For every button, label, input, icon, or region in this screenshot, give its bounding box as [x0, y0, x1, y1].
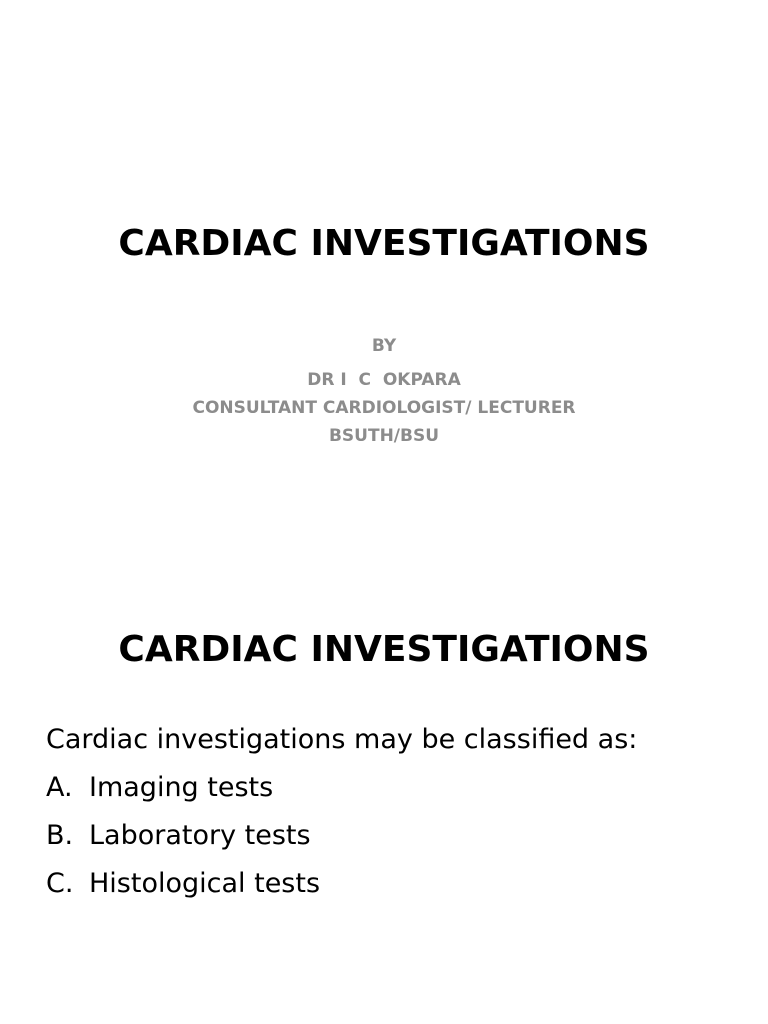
list-item — [46, 812, 736, 860]
subtitle-by: BY — [371, 336, 397, 356]
list-item — [46, 764, 736, 812]
body-intro: Cardiac investigations may be classified as: — [46, 724, 638, 755]
list-text: Histological tests — [89, 868, 321, 899]
subtitle-role: CONSULTANT CARDIOLOGIST/ LECTURER — [192, 398, 576, 418]
slide-subtitle — [0, 334, 768, 450]
slide-title: CARDIAC INVESTIGATIONS — [118, 223, 650, 264]
slide-body — [46, 716, 736, 908]
subtitle-institution: BSUTH/BSU — [328, 426, 440, 446]
list-text: Laboratory tests — [89, 820, 311, 851]
content-slide — [0, 512, 768, 1024]
list-text: Imaging tests — [89, 772, 274, 803]
list-item — [46, 860, 736, 908]
list-marker: B. — [46, 820, 74, 851]
slide-title: CARDIAC INVESTIGATIONS — [118, 629, 650, 670]
subtitle-author: DR I C OKPARA — [307, 370, 461, 390]
list-marker: A. — [46, 772, 73, 803]
list-marker: C. — [46, 868, 74, 899]
